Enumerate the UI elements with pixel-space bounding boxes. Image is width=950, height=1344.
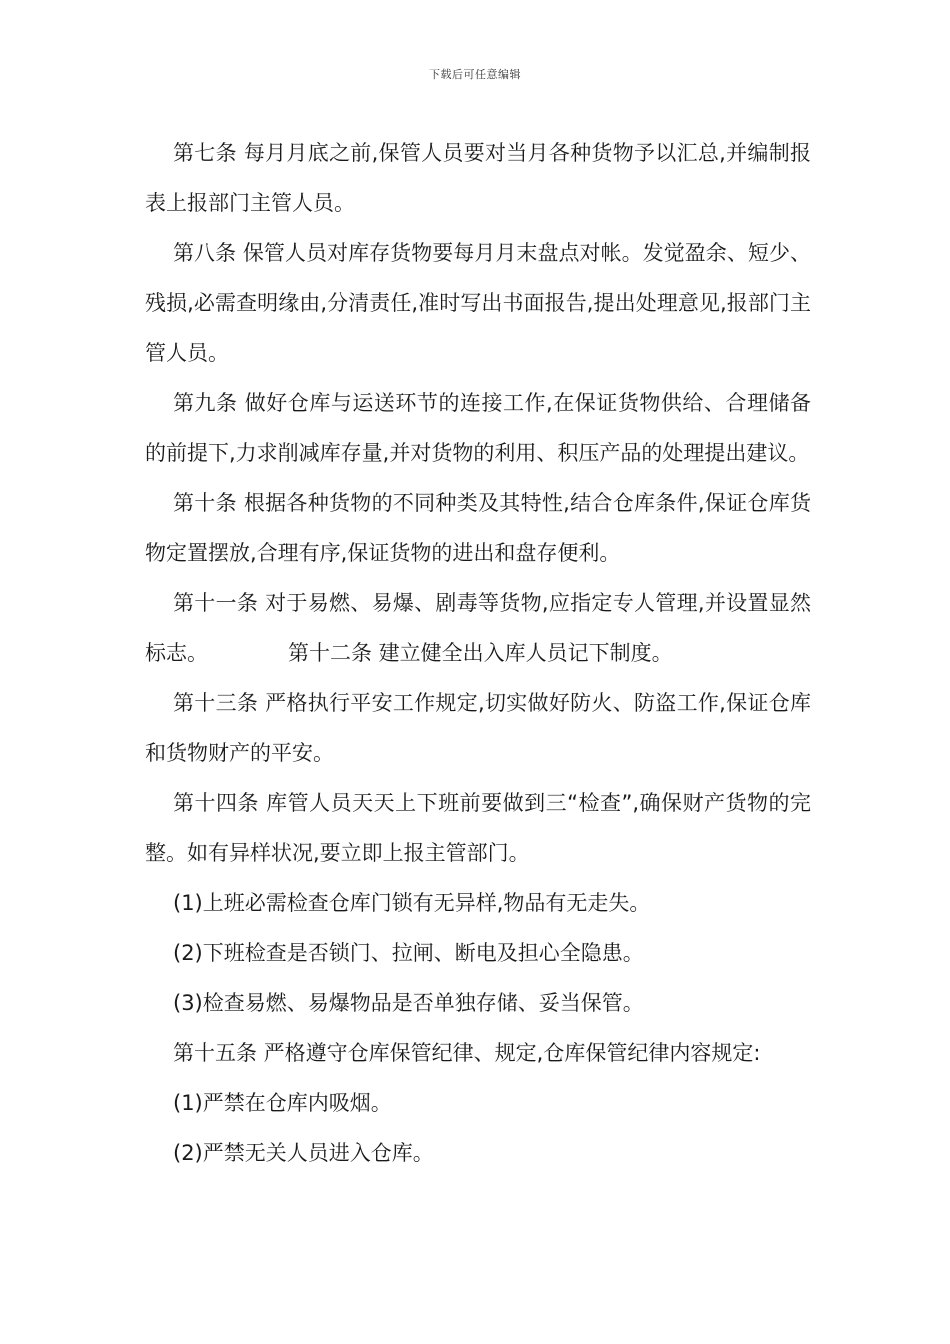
article-10: 第十条 根据各种货物的不同种类及其特性,结合仓库条件,保证仓库货物定置摆放,合理有序,保证货物的进出和盘存便利。 [145,491,811,565]
article-9: 第九条 做好仓库与运送环节的连接工作,在保证货物供给、合理储备的前提下,力求削减库存量,并对货物的利用、积压产品的处理提出建议。 [145,391,811,465]
article-11: 第十一条 对于易燃、易爆、剧毒等货物,应指定专人管理,并设置显然标志。 [145,591,811,665]
article-13: 第十三条 严格执行平安工作规定,切实做好防火、防盗工作,保证仓库和货物财产的平安。 [145,691,811,765]
article-12: 第十二条 建立健全出入库人员记下制度。 [288,641,673,665]
article-14: 第十四条 库管人员天天上下班前要做到三“检查”,确保财产货物的完整。如有异样状况,要立即上报主管部门。 [145,791,811,865]
page-header-note: 下载后可任意编辑 [429,68,521,81]
article-7: 第七条 每月月底之前,保管人员要对当月各种货物予以汇总,并编制报表上报部门主管人员。 [145,141,811,215]
article-15-item-1: (1)严禁在仓库内吸烟。 [173,1091,392,1115]
article-11-and-12 [145,578,811,678]
article-15-item-2: (2)严禁无关人员进入仓库。 [173,1141,434,1165]
article-15: 第十五条 严格遵守仓库保管纪律、规定,仓库保管纪律内容规定: [173,1041,761,1065]
article-8: 第八条 保管人员对库存货物要每月月末盘点对帐。发觉盈余、短少、残损,必需查明缘由,分清责任,准时写出书面报告,提出处理意见,报部门主管人员。 [145,241,811,365]
article-14-item-1: (1)上班必需检查仓库门锁有无异样,物品有无走失。 [173,891,651,915]
article-14-item-3: (3)检查易燃、易爆物品是否单独存储、妥当保管。 [173,991,644,1015]
document-body [145,128,811,1178]
article-14-item-2: (2)下班检查是否锁门、拉闸、断电及担心全隐患。 [173,941,644,965]
